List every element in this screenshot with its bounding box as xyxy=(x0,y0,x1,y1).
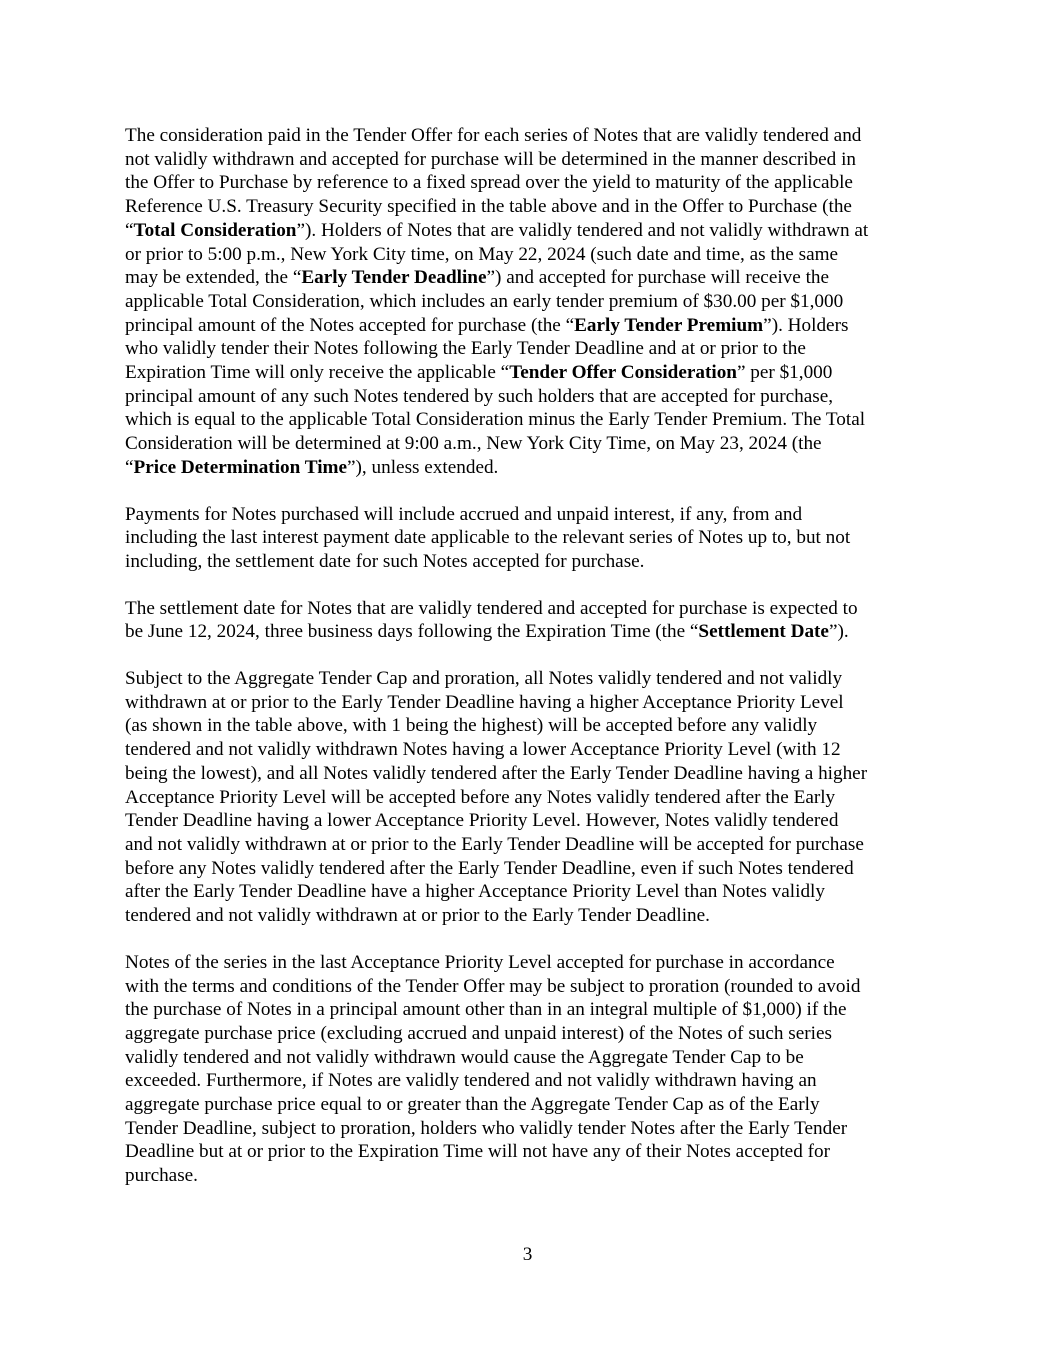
text-run: purchase. xyxy=(125,1165,198,1187)
text-run: being the lowest), and all Notes validly tendered after the Early Tender Deadline having a higher xyxy=(125,762,868,784)
paragraph-total-consideration xyxy=(125,124,935,480)
text-line xyxy=(125,975,935,999)
text-run: (as shown in the table above, with 1 being the highest) will be accepted before any validly xyxy=(125,715,818,737)
text-line xyxy=(125,833,935,857)
text-line xyxy=(125,1022,935,1046)
text-run: “ xyxy=(125,456,134,478)
text-line xyxy=(125,361,935,385)
text-line xyxy=(125,597,935,621)
text-line xyxy=(125,550,935,574)
paragraph-payments xyxy=(125,503,935,574)
text-line xyxy=(125,408,935,432)
text-run: Tender Deadline having a lower Acceptance Priority Level. However, Notes validly tendered xyxy=(125,810,839,832)
defined-term: Total Consideration xyxy=(133,219,297,241)
text-run: aggregate purchase price equal to or greater than the Aggregate Tender Cap as of the Early xyxy=(125,1094,820,1116)
text-line xyxy=(125,1140,935,1164)
text-run: with the terms and conditions of the Tender Offer may be subject to proration (rounded to avoid xyxy=(125,975,861,997)
defined-term: Early Tender Deadline xyxy=(301,267,487,289)
defined-term: Tender Offer Consideration xyxy=(509,362,737,384)
text-run: before any Notes validly tendered after the Early Tender Deadline, even if such Notes tendered xyxy=(125,857,854,879)
text-run: be June 12, 2024, three business days following the Expiration Time (the “ xyxy=(125,621,699,643)
text-line xyxy=(125,385,935,409)
text-run: after the Early Tender Deadline have a higher Acceptance Priority Level than Notes validly xyxy=(125,881,825,903)
text-run: ”). Holders of Notes that are validly tendered and not validly withdrawn at xyxy=(296,219,869,241)
text-line xyxy=(125,857,935,881)
text-line xyxy=(125,714,935,738)
text-run: which is equal to the applicable Total Consideration minus the Early Tender Premium. The Total xyxy=(125,409,866,431)
text-line xyxy=(125,691,935,715)
text-line xyxy=(125,1093,935,1117)
text-line xyxy=(125,1164,935,1188)
text-run: applicable Total Consideration, which includes an early tender premium of $30.00 per $1,000 xyxy=(125,290,844,312)
text-run: ”). xyxy=(828,621,849,643)
text-run: Tender Deadline, subject to proration, holders who validly tender Notes after the Early Tender xyxy=(125,1117,848,1139)
text-run: validly tendered and not validly withdrawn would cause the Aggregate Tender Cap to be xyxy=(125,1046,804,1068)
text-line xyxy=(125,762,935,786)
text-line xyxy=(125,786,935,810)
text-line xyxy=(125,526,935,550)
text-line xyxy=(125,337,935,361)
paragraph-acceptance-priority xyxy=(125,667,935,928)
text-line xyxy=(125,667,935,691)
text-line xyxy=(125,171,935,195)
text-run: including the last interest payment date applicable to the relevant series of Notes up to, but not xyxy=(125,527,851,549)
text-line xyxy=(125,904,935,928)
text-line xyxy=(125,880,935,904)
document-body xyxy=(125,124,935,1211)
text-run: principal amount of the Notes accepted for purchase (the “ xyxy=(125,314,575,336)
page-number: 3 xyxy=(522,1244,533,1265)
text-run: principal amount of any such Notes tendered by such holders that are accepted for purchase, xyxy=(125,385,834,407)
defined-term: Price Determination Time xyxy=(133,456,348,478)
text-line xyxy=(125,738,935,762)
text-run: The consideration paid in the Tender Offer for each series of Notes that are validly tendered and xyxy=(125,125,862,146)
paragraph-proration xyxy=(125,951,935,1188)
text-run: Reference U.S. Treasury Security specified in the table above and in the Offer to Purchase (the xyxy=(125,196,852,218)
text-line xyxy=(125,620,935,644)
text-run: The settlement date for Notes that are validly tendered and accepted for purchase is expected to xyxy=(125,597,858,619)
text-line xyxy=(125,1069,935,1093)
text-run: tendered and not validly withdrawn at or prior to the Early Tender Deadline. xyxy=(125,905,710,927)
text-run: exceeded. Furthermore, if Notes are validly tendered and not validly withdrawn having an xyxy=(125,1070,817,1092)
text-line xyxy=(125,1117,935,1141)
defined-term: Early Tender Premium xyxy=(574,314,764,336)
text-line xyxy=(125,951,935,975)
text-line xyxy=(125,195,935,219)
text-run: Acceptance Priority Level will be accepted before any Notes validly tendered after the Early xyxy=(125,786,836,808)
text-line xyxy=(125,314,935,338)
text-run: Payments for Notes purchased will include accrued and unpaid interest, if any, from and xyxy=(125,503,803,525)
text-run: ” per $1,000 xyxy=(736,362,833,384)
text-run: Deadline but at or prior to the Expiration Time will not have any of their Notes accepted for xyxy=(125,1141,830,1163)
text-line xyxy=(125,432,935,456)
text-line xyxy=(125,809,935,833)
text-run: ”) and accepted for purchase will receive the xyxy=(486,267,830,289)
text-run: withdrawn at or prior to the Early Tender Deadline having a higher Acceptance Priority Level xyxy=(125,691,844,713)
defined-term: Settlement Date xyxy=(698,621,829,643)
text-run: and not validly withdrawn at or prior to the Early Tender Deadline will be accepted for purchase xyxy=(125,833,864,855)
text-run: tendered and not validly withdrawn Notes having a lower Acceptance Priority Level (with 12 xyxy=(125,739,841,761)
paragraph-settlement-date xyxy=(125,597,935,644)
text-run: Consideration will be determined at 9:00 a.m., New York City Time, on May 23, 2024 (the xyxy=(125,433,822,455)
text-line xyxy=(125,219,935,243)
text-run: the Offer to Purchase by reference to a fixed spread over the yield to maturity of the applicable xyxy=(125,172,853,194)
text-run: “ xyxy=(125,219,134,241)
text-line xyxy=(125,124,935,148)
text-line xyxy=(125,1046,935,1070)
text-run: or prior to 5:00 p.m., New York City time, on May 22, 2024 (such date and time, as the same xyxy=(125,243,839,265)
text-line xyxy=(125,503,935,527)
text-line xyxy=(125,290,935,314)
text-run: ”). Holders xyxy=(763,314,849,336)
text-run: who validly tender their Notes following the Early Tender Deadline and at or prior to the xyxy=(125,338,806,360)
text-run: may be extended, the “ xyxy=(125,267,302,289)
text-run: aggregate purchase price (excluding accrued and unpaid interest) of the Notes of such series xyxy=(125,1022,832,1044)
text-run: including, the settlement date for such Notes accepted for purchase. xyxy=(125,550,645,572)
text-run: the purchase of Notes in a principal amount other than in an integral multiple of $1,000) if the xyxy=(125,999,847,1021)
text-run: Notes of the series in the last Acceptance Priority Level accepted for purchase in accordance xyxy=(125,951,835,973)
text-line xyxy=(125,243,935,267)
text-run: Expiration Time will only receive the applicable “ xyxy=(125,362,510,384)
text-run: Subject to the Aggregate Tender Cap and proration, all Notes validly tendered and not validly xyxy=(125,668,843,690)
text-line xyxy=(125,266,935,290)
text-line xyxy=(125,998,935,1022)
text-run: ”), unless extended. xyxy=(347,456,499,478)
text-run: not validly withdrawn and accepted for purchase will be determined in the manner described in xyxy=(125,148,856,170)
text-line xyxy=(125,148,935,172)
text-line xyxy=(125,456,935,480)
